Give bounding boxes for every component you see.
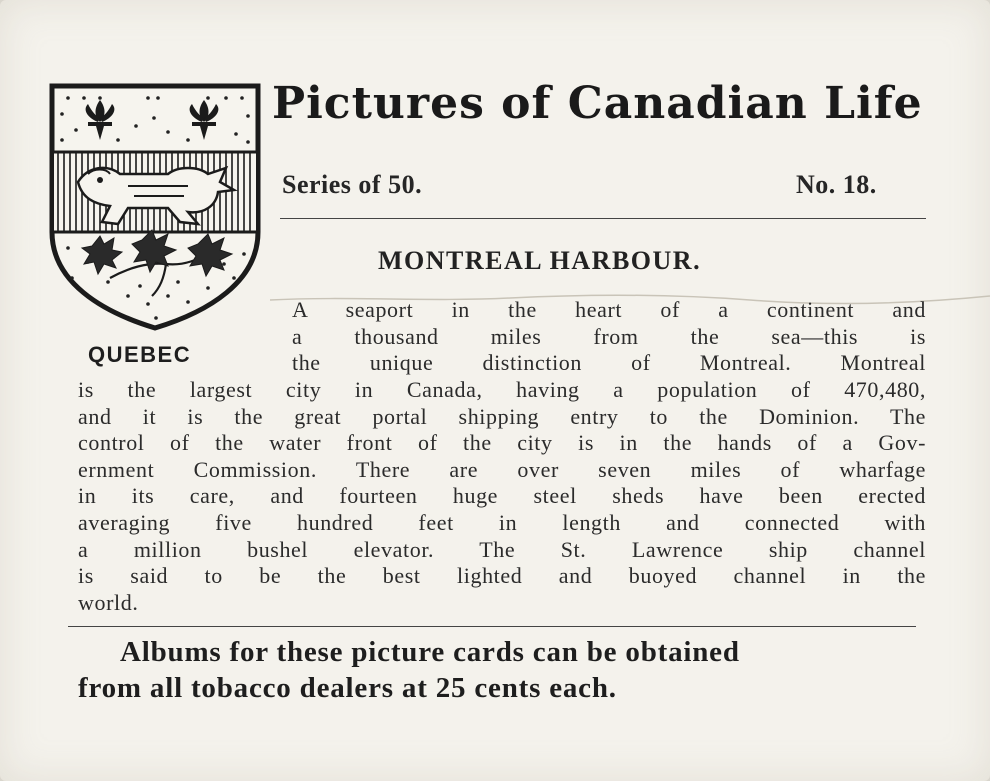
top-divider (280, 218, 926, 219)
card-heading: MONTREAL HARBOUR. (378, 246, 702, 275)
province-label: QUEBEC (88, 342, 192, 367)
series-label: Series of 50. (282, 170, 423, 199)
description-line: and it is the great portal shipping entry to the Dominion. The (78, 403, 926, 429)
description-line: ernment Commission. There are over seven miles of wharfage (78, 456, 926, 482)
card-title: Pictures of Canadian Life (272, 78, 923, 129)
description-indented (292, 297, 926, 377)
description-full (78, 377, 926, 616)
albums-notice (78, 634, 926, 706)
description-line: control of the water front of the city is in the hands of a Gov- (78, 430, 926, 456)
albums-line: Albums for these picture cards can be obtained (120, 636, 740, 668)
description-line: a million bushel elevator. The St. Lawrence ship channel (78, 536, 926, 562)
card-number: No. 18. (796, 170, 877, 199)
description-line: world. (78, 589, 139, 615)
description-line: is the largest city in Canada, having a population of 470,480, (78, 377, 926, 402)
albums-line: from all tobacco dealers at 25 cents each. (78, 672, 617, 704)
description-line: the unique distinction of Montreal. Montreal (292, 350, 926, 376)
bottom-divider (68, 626, 916, 627)
quebec-coat-of-arms-icon (48, 82, 262, 332)
description-line: averaging five hundred feet in length and connected with (78, 509, 926, 535)
description-line: is said to be the best lighted and buoyed channel in the (78, 563, 926, 589)
description-line: in its care, and fourteen huge steel sheds have been erected (78, 483, 926, 509)
description-line: a thousand miles from the sea—this is (292, 323, 926, 349)
description-line: A seaport in the heart of a continent and (292, 297, 926, 322)
